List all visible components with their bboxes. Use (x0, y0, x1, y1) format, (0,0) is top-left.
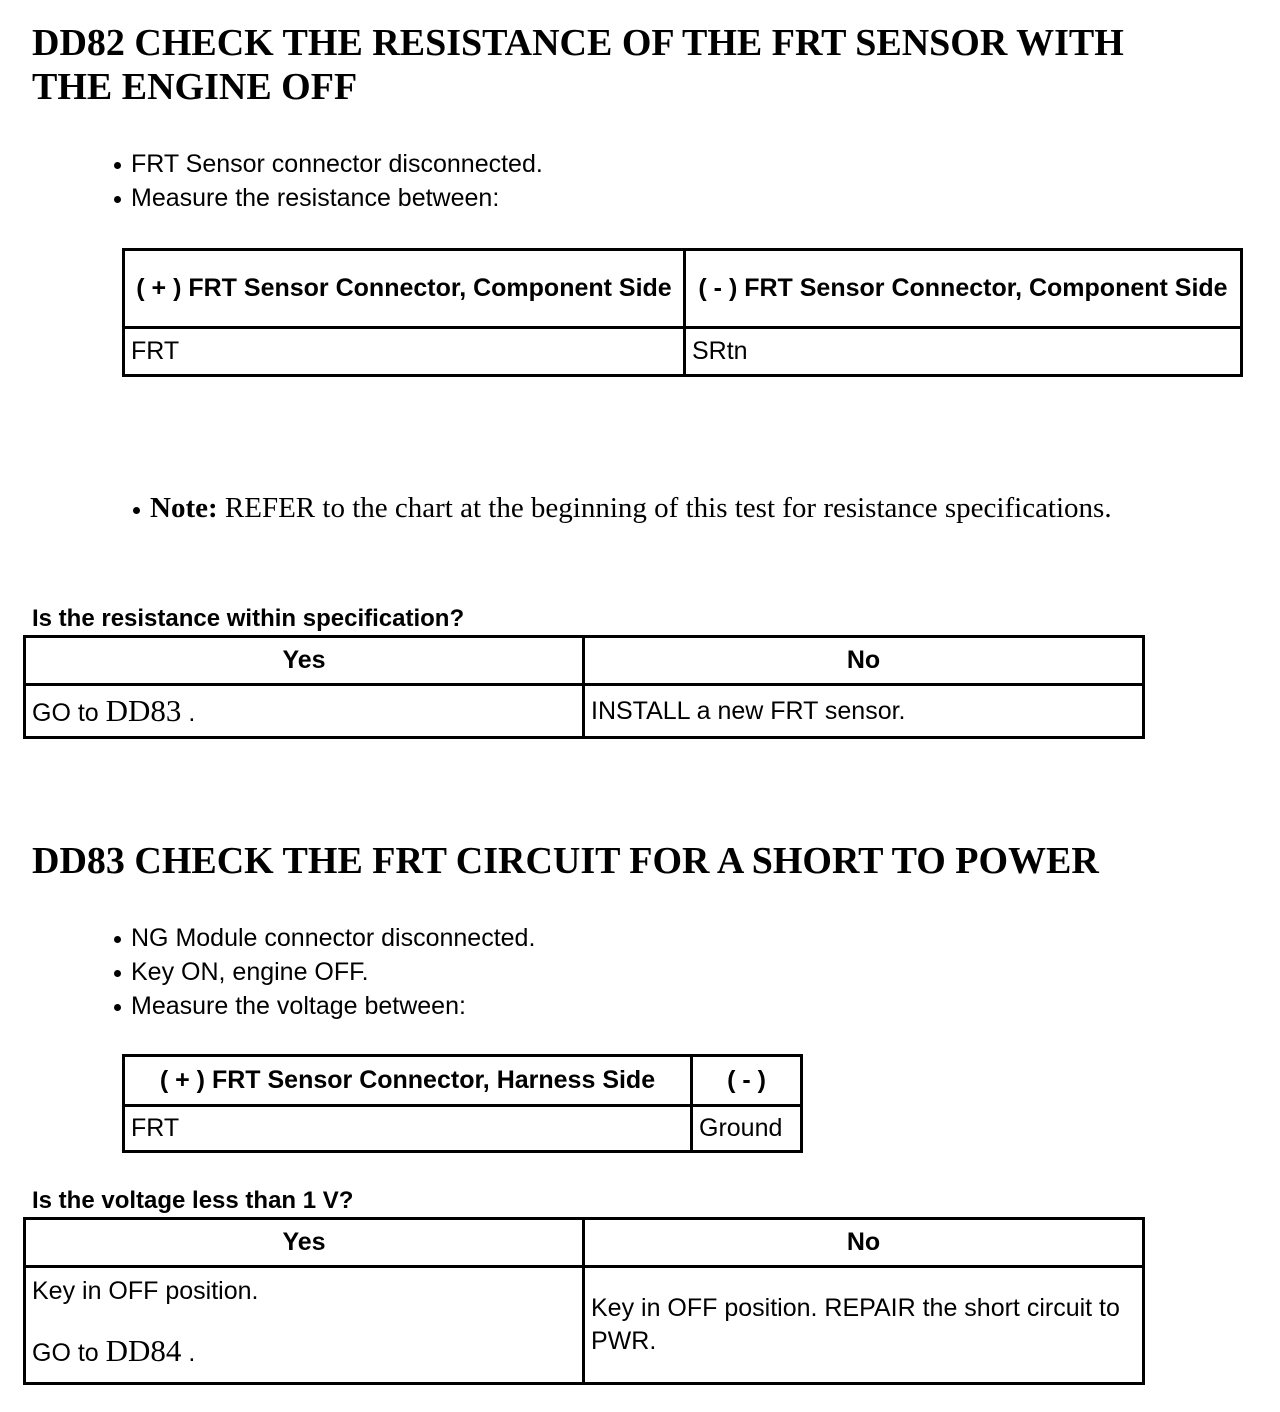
dd84-link[interactable]: DD84 (105, 1333, 182, 1368)
dd82-answer-table (23, 635, 1145, 739)
dd82-measure-cell-plus: FRT (124, 328, 685, 376)
go-to-label: GO to (32, 1339, 106, 1367)
list-item: FRT Sensor connector disconnected. (113, 147, 1013, 181)
link-suffix: . (181, 1339, 196, 1367)
dd82-no-header: No (584, 637, 1144, 685)
dd83-question: Is the voltage less than 1 V? (32, 1187, 354, 1214)
dd82-measure-cell-minus: SRtn (685, 328, 1242, 376)
dd82-bullet-list (113, 147, 1013, 215)
dd83-yes-line2 (32, 1334, 576, 1370)
dd83-measure-cell-minus: Ground (692, 1106, 802, 1152)
dd83-measure-header-minus: ( - ) (692, 1056, 802, 1106)
dd83-link[interactable]: DD83 (105, 693, 182, 728)
dd83-answer-table (23, 1217, 1145, 1385)
dd82-no-cell: INSTALL a new FRT sensor. (584, 685, 1144, 738)
dd82-title-line2: THE ENGINE OFF (32, 66, 358, 108)
dd83-title: DD83 CHECK THE FRT CIRCUIT FOR A SHORT TO POWER (32, 840, 1099, 882)
dd83-measure-table (122, 1054, 803, 1153)
list-item: Key ON, engine OFF. (113, 955, 1013, 989)
dd83-yes-line1: Key in OFF position. (32, 1277, 259, 1305)
dd83-measure-header-plus: ( + ) FRT Sensor Connector, Harness Side (124, 1056, 692, 1106)
dd83-measure-cell-plus: FRT (124, 1106, 692, 1152)
dd82-note (115, 489, 1145, 527)
dd82-measure-table (122, 248, 1243, 377)
dd82-yes-cell (25, 685, 584, 738)
dd82-measure-header-plus: ( + ) FRT Sensor Connector, Component Side (124, 250, 685, 328)
dd83-bullet-list (113, 921, 1013, 1023)
note-text: REFER to the chart at the beginning of this test for resistance specifications. (217, 492, 1112, 524)
go-to-label: GO to (32, 699, 106, 727)
dd83-yes-header: Yes (25, 1219, 584, 1267)
list-item: NG Module connector disconnected. (113, 921, 1013, 955)
dd82-measure-header-minus: ( - ) FRT Sensor Connector, Component Side (685, 250, 1242, 328)
link-suffix: . (181, 699, 196, 727)
bullet-dot-icon (133, 507, 140, 514)
dd82-question: Is the resistance within specification? (32, 605, 465, 632)
dd83-no-cell: Key in OFF position. REPAIR the short circuit to PWR. (584, 1267, 1144, 1384)
note-label: Note: (150, 492, 218, 524)
dd82-title-line1: DD82 CHECK THE RESISTANCE OF THE FRT SENSOR WITH (32, 22, 1124, 64)
list-item: Measure the voltage between: (113, 989, 1013, 1023)
dd82-yes-header: Yes (25, 637, 584, 685)
list-item: Measure the resistance between: (113, 181, 1013, 215)
dd83-yes-cell (25, 1267, 584, 1384)
dd82-heading (32, 21, 1262, 109)
dd83-no-header: No (584, 1219, 1144, 1267)
